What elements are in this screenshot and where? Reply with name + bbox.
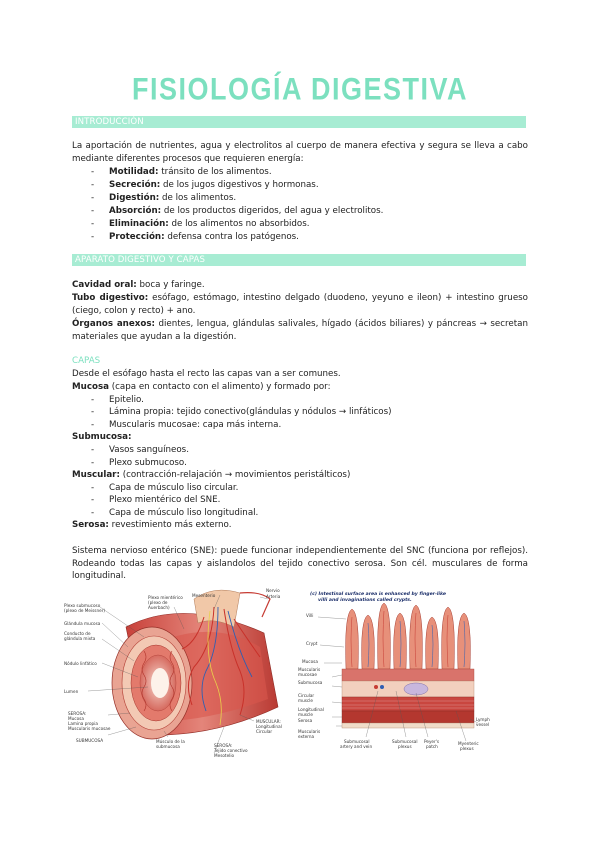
svg-text:Submucosal: Submucosal	[392, 739, 418, 744]
list-item-desc: de los jugos digestivos y hormonas.	[160, 180, 319, 190]
svg-text:muscle: muscle	[298, 698, 313, 703]
capas-subheading: CAPAS	[72, 356, 101, 366]
svg-text:Conducto de: Conducto de	[64, 631, 91, 636]
svg-text:mucosae: mucosae	[298, 672, 317, 677]
list-item-term: Protección:	[109, 232, 165, 242]
svg-text:Tejido conectivo: Tejido conectivo	[214, 748, 248, 753]
tubo-digestivo-paragraph: Tubo digestivo: esófago, estómago, intestino delgado (duodeno, yeyuno e ileon) + intestino grueso (ciego, colon y recto) + ano.	[72, 293, 528, 316]
svg-text:SEROSA:: SEROSA:	[68, 711, 87, 716]
svg-text:Myenteric: Myenteric	[458, 741, 479, 746]
svg-text:patch: patch	[426, 744, 438, 749]
svg-text:Plexo mientérico: Plexo mientérico	[148, 595, 183, 600]
list-item-desc: tránsito de los alimentos.	[158, 167, 272, 177]
svg-text:vessel: vessel	[476, 722, 490, 727]
svg-text:Mucosa: Mucosa	[68, 716, 84, 721]
list-item-term: Eliminación:	[109, 219, 169, 229]
svg-text:Peyer's: Peyer's	[424, 739, 440, 744]
list-item-term: Absorción:	[109, 206, 162, 216]
svg-text:Muscularis: Muscularis	[298, 667, 321, 672]
svg-text:Muscularis mucosae: Muscularis mucosae	[68, 726, 111, 731]
intestinal-villi-figure	[296, 587, 494, 765]
svg-text:externa: externa	[298, 734, 315, 739]
svg-text:Crypt: Crypt	[306, 641, 318, 646]
list-item-desc: de los alimentos no absorbidos.	[168, 219, 310, 229]
svg-text:Muscularis: Muscularis	[298, 729, 321, 734]
svg-text:(c) Intestinal surface area is: (c) Intestinal surface area is enhanced by finger-like	[310, 592, 447, 597]
svg-text:Villi: Villi	[306, 613, 314, 618]
svg-text:Circular: Circular	[298, 693, 315, 698]
svg-text:Submucosa: Submucosa	[298, 680, 323, 685]
svg-text:Lumen: Lumen	[64, 689, 79, 694]
svg-text:Glándula mucosa: Glándula mucosa	[64, 621, 101, 626]
svg-text:glándula mixta: glándula mixta	[64, 636, 96, 641]
svg-text:submucosa: submucosa	[156, 744, 180, 749]
mucosa-line: Mucosa (capa en contacto con el alimento) y formado por:	[72, 382, 331, 392]
list-item: Lámina propia: tejido conectivo(glándulas y nódulos → linfáticos)	[109, 407, 392, 417]
svg-text:(plexo de: (plexo de	[148, 600, 168, 605]
svg-text:Nódulo linfático: Nódulo linfático	[64, 661, 97, 666]
organos-anexos-paragraph: Órganos anexos: dientes, lengua, glándulas salivales, hígado (ácidos biliares) y páncreas → secretan materiales que ayudan a la digestión.	[72, 319, 528, 342]
svg-text:Submucosal: Submucosal	[344, 739, 370, 744]
svg-text:(plexo de Meissner): (plexo de Meissner)	[64, 608, 106, 613]
submucosa-line: Submucosa:	[72, 432, 132, 442]
serosa-line: Serosa: revestimiento más externo.	[72, 520, 232, 530]
svg-text:MUSCULAR:: MUSCULAR:	[256, 719, 281, 724]
list-item: Muscularis mucosae: capa más interna.	[109, 420, 282, 430]
list-item: Epitelio.	[109, 395, 144, 405]
list-item-term: Motilidad:	[109, 167, 159, 177]
intestine-cross-section-figure	[64, 587, 300, 765]
svg-text:Mesenterio: Mesenterio	[192, 593, 216, 598]
svg-text:Plexo submucoso: Plexo submucoso	[64, 603, 101, 608]
svg-text:Lymph: Lymph	[476, 717, 490, 722]
page-title: FISIOLOGÍA DIGESTIVA	[131, 71, 469, 107]
document-page: FISIOLOGÍA DIGESTIVA INTRODUCCIÓN La aportación de nutrientes, agua y electrolitos al cuerpo de manera efectiva y segura se lleva a cabo mediante diferentes procesos que requieren energía: - Motilidad: tránsito de los alimentos. - Secreción: de los jugos digestivos y hormonas. - Digestión: de los alimentos. - Absorción: de los productos digeridos, del agua y electrolitos. - Eliminación: de los alimentos no absorbidos. - Protección: defensa contra los patógenos. APARATO DIGESTIVO Y CAPAS Cavidad oral: boca y faringe. Tubo digestivo: esófago, estómago, intestino delgado (duodeno, yeyuno e ileon) + intestino grueso (ciego, colon y recto) + ano. Órganos anexos: dientes, lengua, glándulas salivales, hígado (ácidos biliares) y páncreas → secretan materiales que ayudan a la digestión. CAPAS Desde el esófago hasta el recto las capas van a ser comunes. Mucosa (capa en contacto con el alimento) y formado por: - Epitelio. - Lámina propia: tejido conectivo(glándulas y nódulos → linfáticos) - Muscularis mucosae: capa más interna. Submucosa: - Vasos sanguíneos. - Plexo submucoso. Muscular: (contracción-relajación → movimientos peristálticos) - Capa de músculo liso circular. - Plexo mientérico del SNE. - Capa de músculo liso longitudinal. Serosa: revestimiento más externo. Sistema nervioso entérico (SNE): puede funcionar independientemente del SNC (funciona por reflejos). Rodeando todas las capas y aislandolos del tejido conectivo serosa. Son cél. musculares de forma longitudinal. Plexo submucoso (plexo de Meissner) Plexo mientérico (plexo de Auerbach) Mesenterio Nervio Arteria Glándula mucosa Conducto de glándula mixta Nódulo linfático Lumen SEROSA: Mucosa Lamina propia Muscularis mucosae SUBMUCOSA Músculo de la submucosa MUSCULAR: Longitudinal Circular SEROSA: Tejido conectivo Mesotelio (c) Intestinal surface area is enhanced by finger-like villi and invaginations called crypts. Villi Crypt Mucosa Muscularis mucosae Submucosa Circular muscle Longitudinal muscle Serosa Muscularis externa Submucosal artery and vein Submucosal plexus Peyer's patch Myenteric plexus Lymph vessel	[0, 0, 600, 848]
list-item-desc: defensa contra los patógenos.	[164, 232, 299, 242]
svg-text:Longitudinal: Longitudinal	[298, 707, 324, 712]
list-item: Capa de músculo liso circular.	[109, 483, 239, 493]
svg-text:SUBMUCOSA: SUBMUCOSA	[76, 738, 104, 743]
svg-text:artery and vein: artery and vein	[340, 744, 373, 749]
svg-text:Auerbach): Auerbach)	[148, 605, 170, 610]
svg-text:plexus: plexus	[460, 746, 474, 751]
svg-text:Arteria: Arteria	[266, 594, 281, 599]
list-item: Vasos sanguíneos.	[109, 445, 189, 455]
section-heading-aparato: APARATO DIGESTIVO Y CAPAS	[72, 254, 526, 266]
intro-paragraph: La aportación de nutrientes, agua y electrolitos al cuerpo de manera efectiva y segura se lleva a cabo mediante diferentes procesos que requieren energía:	[72, 141, 528, 164]
svg-text:Mucosa: Mucosa	[302, 659, 318, 664]
sne-paragraph: Sistema nervioso entérico (SNE): puede funcionar independientemente del SNC (funciona por reflejos). Rodeando todas las capas y aislandolos del tejido conectivo serosa. Son cél. musculares de forma longitudinal.	[72, 546, 528, 582]
list-item: Capa de músculo liso longitudinal.	[109, 508, 259, 518]
muscular-line: Muscular: (contracción-relajación → movimientos peristálticos)	[72, 470, 351, 480]
list-item: Plexo mientérico del SNE.	[109, 495, 221, 505]
list-item: Plexo submucoso.	[109, 458, 187, 468]
list-item-term: Digestión:	[109, 193, 160, 203]
capas-intro: Desde el esófago hasta el recto las capas van a ser comunes.	[72, 369, 341, 379]
svg-text:Serosa: Serosa	[298, 718, 313, 723]
svg-text:Nervio: Nervio	[266, 588, 280, 593]
svg-text:Lamina propia: Lamina propia	[68, 721, 98, 726]
cavidad-oral-paragraph: Cavidad oral: boca y faringe.	[72, 280, 205, 290]
svg-text:muscle: muscle	[298, 712, 313, 717]
svg-text:Longitudinal: Longitudinal	[256, 724, 282, 729]
svg-text:Circular: Circular	[256, 729, 273, 734]
svg-text:villi and invaginations called: villi and invaginations called crypts.	[318, 598, 412, 603]
svg-text:plexus: plexus	[398, 744, 412, 749]
list-item-desc: de los productos digeridos, del agua y electrolitos.	[161, 206, 384, 216]
svg-text:Mesotelio: Mesotelio	[214, 753, 235, 758]
section-heading-introduccion: INTRODUCCIÓN	[72, 116, 526, 128]
svg-text:Músculo de la: Músculo de la	[156, 739, 185, 744]
svg-text:SEROSA:: SEROSA:	[214, 743, 233, 748]
list-item-term: Secreción:	[109, 180, 161, 190]
list-item-desc: de los alimentos.	[159, 193, 237, 203]
